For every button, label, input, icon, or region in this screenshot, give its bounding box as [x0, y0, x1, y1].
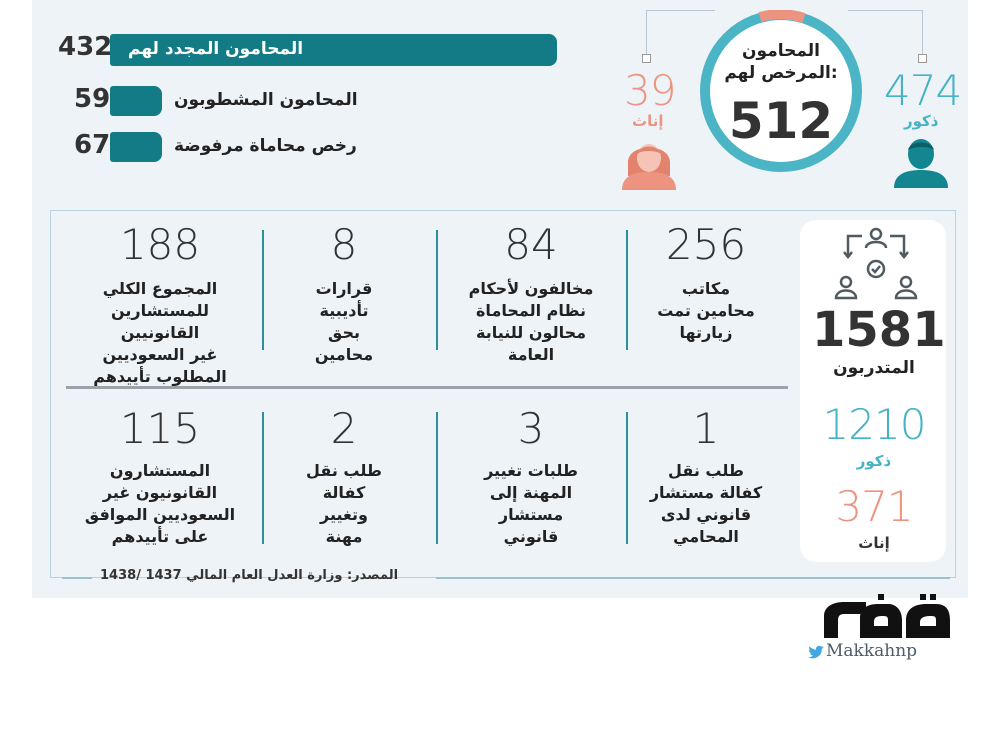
- stats_bottom-label-1: طلب نقل كفالة مستشار قانوني لدى المحامي: [649, 461, 763, 546]
- licensed-male-value: 474: [884, 66, 962, 115]
- stats_top-label-3: قرارات تأديبية بحق محامين: [314, 279, 374, 364]
- licensed-female-label: إناث: [632, 112, 664, 130]
- stats_top-value-4: 188: [119, 220, 201, 269]
- trainees-label: المتدربون: [833, 358, 915, 378]
- stats_top-value-3: 8: [330, 220, 358, 269]
- column-divider-2: [436, 230, 438, 350]
- connector-dot-right: [918, 54, 927, 63]
- licensed-title-line2: المرخص لهم:: [724, 63, 838, 83]
- connector-dot-left: [642, 54, 651, 63]
- bar-label-3: رخص محاماة مرفوضة: [174, 136, 357, 156]
- stats_bottom-label-2: طلبات تغيير المهنة إلى مستشار قانوني: [484, 461, 578, 546]
- twitter-bird-icon: [808, 645, 824, 659]
- bar-value-2: 59: [74, 84, 111, 114]
- column-divider-6: [262, 412, 264, 544]
- licensed-title: [716, 40, 846, 84]
- column-divider-1: [626, 230, 628, 350]
- stats_bottom-value-4: 115: [119, 404, 201, 453]
- stats_top-value-1: 256: [665, 220, 747, 269]
- trainees-male-value: 1210: [822, 400, 926, 449]
- stats_top-value-2: 84: [504, 220, 558, 269]
- stats_bottom-label-3: طلب نقل كفالة وتغيير مهنة: [306, 461, 382, 546]
- trainees-total: 1581: [812, 302, 946, 358]
- licensed-female-value: 39: [624, 66, 676, 115]
- trainees-female-value: 371: [835, 482, 913, 531]
- stats_bottom-label-4: المستشارون القانونيون غير السعوديين الموافق على تأييدهم: [84, 461, 236, 546]
- stats_bottom-value-1: 1: [692, 404, 720, 453]
- licensed-male-label: ذكور: [904, 112, 939, 130]
- source-note: المصدر: وزارة العدل العام المالي 1437 /1438: [100, 568, 399, 583]
- source-line-left: [62, 577, 92, 579]
- trainees-male-label: ذكور: [856, 452, 892, 470]
- bar-value-1: 432: [58, 32, 113, 62]
- bar-value-3: 67: [74, 130, 111, 160]
- stats_bottom-value-2: 3: [517, 404, 545, 453]
- column-divider-5: [436, 412, 438, 544]
- twitter-handle: Makkahnp: [826, 641, 918, 661]
- column-divider-3: [262, 230, 264, 350]
- column-divider-4: [626, 412, 628, 544]
- stats_top-label-4: المجموع الكلي للمستشارين القانونيين غير السعوديين المطلوب تأييدهم: [93, 279, 227, 386]
- stats_top-label-2: مخالفون لأحكام نظام المحاماة محالون للنيابة العامة: [468, 279, 594, 364]
- makkah-logo: [820, 594, 954, 642]
- source-line-right: [436, 577, 950, 579]
- female-person-icon: [618, 134, 680, 190]
- stats_top-label-1: مكاتب محامين تمت زيارتها: [657, 279, 755, 342]
- row-divider: [66, 386, 788, 389]
- stats_bottom-value-3: 2: [330, 404, 358, 453]
- licensed-title-line1: المحامون: [742, 41, 820, 61]
- male-person-icon: [890, 136, 952, 188]
- trainees-female-label: إناث: [858, 534, 890, 552]
- bar-label-2: المحامون المشطوبون: [174, 90, 358, 110]
- people-network-icon: [834, 226, 918, 304]
- licensed-total: 512: [728, 92, 834, 150]
- bar-label-1: المحامون المجدد لهم: [128, 39, 304, 59]
